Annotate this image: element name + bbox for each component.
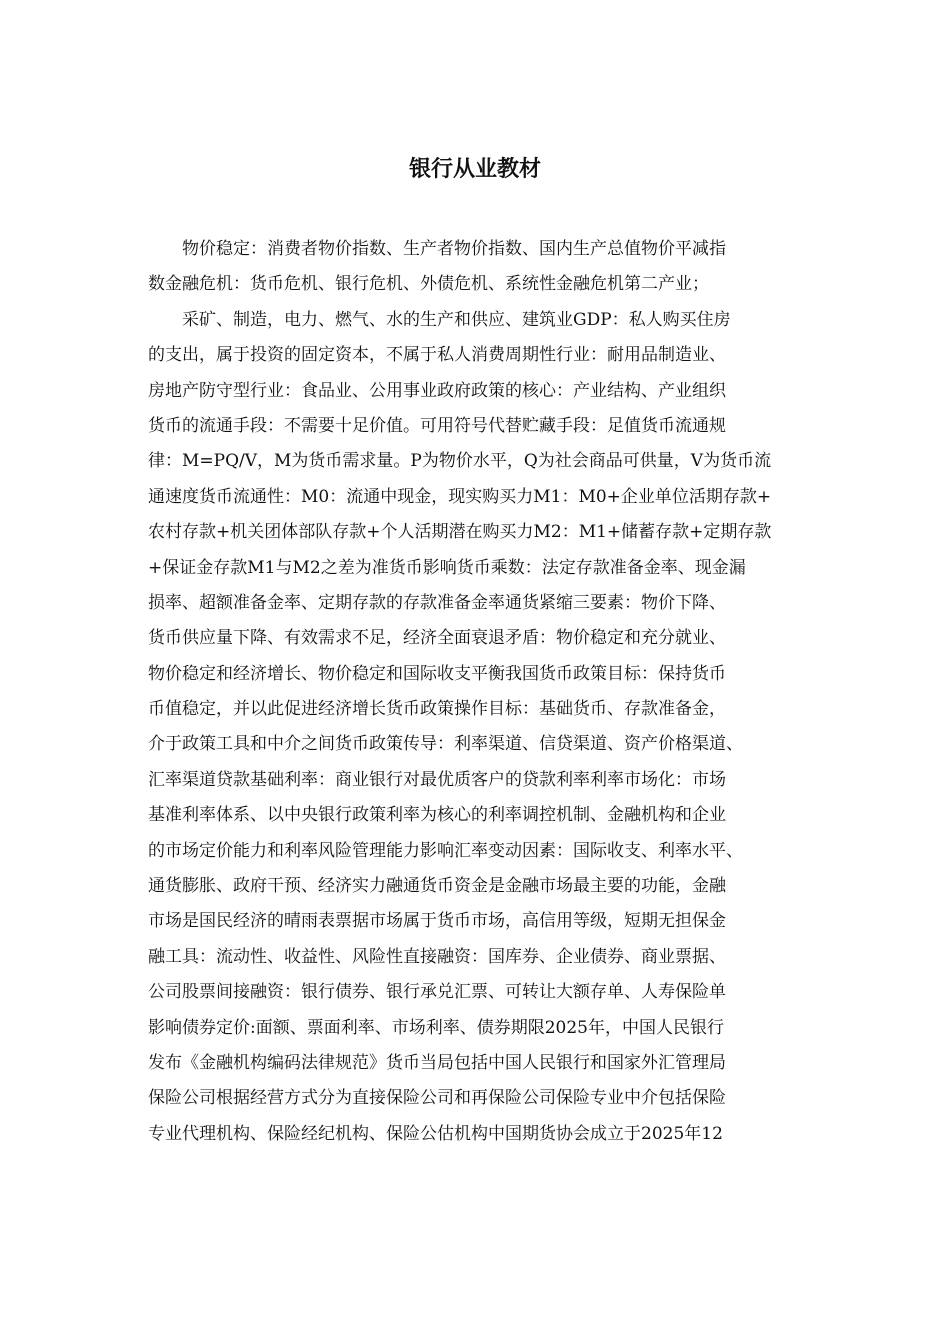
paragraph-line: 通货膨胀、政府干预、经济实力融通货币资金是金融市场最主要的功能，金融 bbox=[148, 876, 726, 897]
paragraph-line: 采矿、制造，电力、燃气、水的生产和供应、建筑业GDP：私人购买住房 bbox=[182, 309, 731, 330]
paragraph-line: 的市场定价能力和利率风险管理能力影响汇率变动因素：国际收支、利率水平、 bbox=[148, 840, 743, 861]
paragraph-line: 影响债券定价:面额、票面利率、市场利率、债券期限2025年，中国人民银行 bbox=[148, 1017, 724, 1038]
paragraph-line: 律：M=PQ/V，M为货币需求量。P为物价水平，Q为社会商品可供量，V为货币流 bbox=[148, 451, 772, 472]
paragraph-line: 货币的流通手段：不需要十足价值。可用符号代替贮藏手段：足值货币流通规 bbox=[148, 415, 726, 436]
paragraph-line: +保证金存款M1与M2之差为准货币影响货币乘数：法定存款准备金率、现金漏 bbox=[148, 557, 746, 578]
paragraph-line: 货币供应量下降、有效需求不足，经济全面衰退矛盾：物价稳定和充分就业、 bbox=[148, 628, 726, 649]
paragraph-line: 数金融危机：货币危机、银行危机、外债危机、系统性金融危机第二产业； bbox=[148, 274, 709, 295]
document-title: 银行从业教材 bbox=[408, 157, 541, 182]
paragraph-line: 介于政策工具和中介之间货币政策传导：利率渠道、信贷渠道、资产价格渠道、 bbox=[148, 734, 743, 755]
paragraph-line: 市场是国民经济的晴雨表票据市场属于货币市场，高信用等级，短期无担保金 bbox=[148, 911, 726, 932]
document-body bbox=[148, 232, 808, 1152]
paragraph-line: 的支出，属于投资的固定资本，不属于私人消费周期性行业：耐用品制造业、 bbox=[148, 345, 726, 366]
paragraph-line: 基准利率体系、以中央银行政策利率为核心的利率调控机制、金融机构和企业 bbox=[148, 805, 726, 826]
paragraph-line: 房地产防守型行业：食品业、公用事业政府政策的核心：产业结构、产业组织 bbox=[148, 380, 726, 401]
paragraph-line: 保险公司根据经营方式分为直接保险公司和再保险公司保险专业中介包括保险 bbox=[148, 1088, 726, 1109]
paragraph-line: 币值稳定，并以此促进经济增长货币政策操作目标：基础货币、存款准备金， bbox=[148, 699, 726, 720]
paragraph-line: 发布《金融机构编码法律规范》货币当局包括中国人民银行和国家外汇管理局 bbox=[148, 1052, 726, 1073]
paragraph-line: 物价稳定和经济增长、物价稳定和国际收支平衡我国货币政策目标：保持货币 bbox=[148, 663, 726, 684]
paragraph-line: 公司股票间接融资：银行债券、银行承兑汇票、可转让大额存单、人寿保险单 bbox=[148, 982, 726, 1003]
paragraph-line: 通速度货币流通性：M0：流通中现金，现实购买力M1：M0+企业单位活期存款+ bbox=[148, 486, 772, 507]
paragraph-line: 汇率渠道贷款基础利率：商业银行对最优质客户的贷款利率利率市场化：市场 bbox=[148, 769, 726, 790]
paragraph-line: 农村存款+机关团体部队存款+个人活期潜在购买力M2：M1+储蓄存款+定期存款 bbox=[148, 522, 772, 543]
paragraph-line: 专业代理机构、保险经纪机构、保险公估机构中国期货协会成立于2025年12 bbox=[148, 1123, 723, 1144]
paragraph-line: 物价稳定：消费者物价指数、生产者物价指数、国内生产总值物价平减指 bbox=[182, 239, 726, 259]
paragraph-line: 融工具：流动性、收益性、风险性直接融资：国库券、企业债券、商业票据、 bbox=[148, 946, 726, 967]
paragraph-line: 损率、超额准备金率、定期存款的存款准备金率通货紧缩三要素：物价下降、 bbox=[148, 592, 726, 613]
